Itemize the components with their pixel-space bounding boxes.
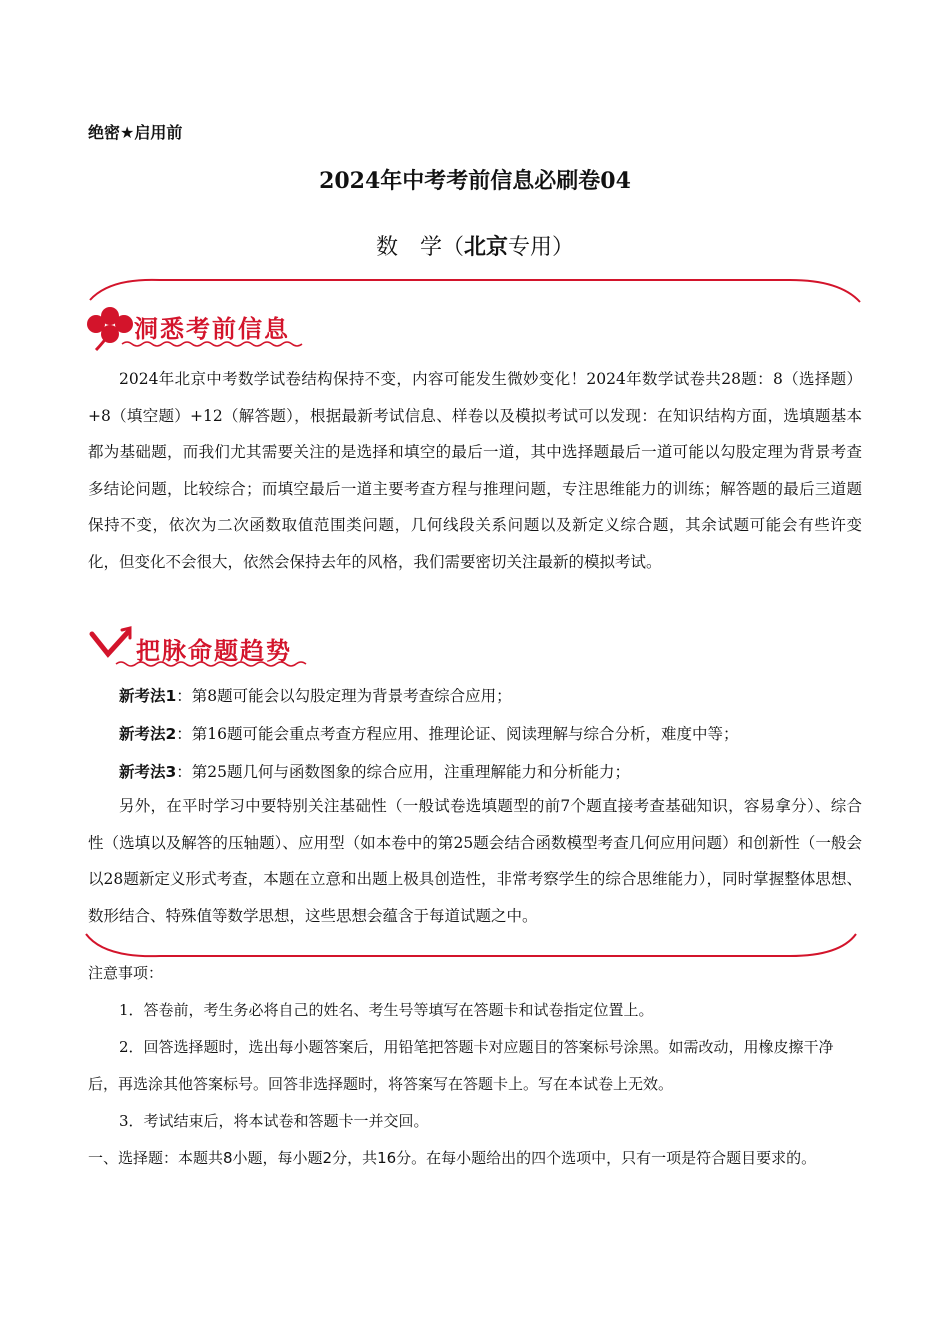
page-title: 2024年中考考前信息必刷卷04: [319, 168, 631, 194]
extra-text: 另外，在平时学习中要特别关注基础性（一般试卷选填题型的前7个题直接考查基础知识，容易拿分）、综合性（选填以及解答的压轴题）、应用型（如本卷中的第25题会结合函数模型考查几何应用问题）和创新性（一般会以28题新定义形式考查，本题在立意和出题上极具创造性，非常考察学生的综合思维能力），同时掌握整体思想、数形结合、特殊值等数学思想，这些思想会蕴含于每道试题之中。: [88, 797, 862, 925]
subtitle-suffix: 专用）: [508, 235, 575, 260]
law-item: [88, 715, 862, 753]
law-text: ：第8题可能会以勾股定理为背景考查综合应用；: [176, 687, 512, 705]
notes-heading: 注意事项：: [88, 964, 164, 982]
law-label: 新考法2: [119, 725, 177, 743]
law-item: [88, 753, 862, 791]
note-item: 1．答卷前，考生务必将自己的姓名、考生号等填写在答题卡和试卷指定位置上。: [119, 1001, 654, 1019]
bottom-frame-arc: [86, 934, 856, 956]
note-item: 3．考试结束后，将本试卷和答题卡一并交回。: [119, 1112, 429, 1130]
section1-paragraph: [88, 361, 862, 580]
top-frame-arc: [90, 280, 860, 302]
page-subtitle: [0, 230, 950, 261]
note-item: 2．回答选择题时，选出每小题答案后，用铅笔把答题卡对应题目的答案标号涂黑。如需改动，用橡皮擦干净后，再选涂其他答案标号。回答非选择题时，将答案写在答题卡上。写在本试卷上无效。: [88, 1038, 834, 1093]
section2-extra: [88, 788, 862, 934]
clover-icon: [87, 307, 133, 350]
law-text: ：第25题几何与函数图象的综合应用，注重理解能力和分析能力；: [176, 763, 631, 781]
law-label: 新考法1: [119, 687, 177, 705]
exam-info-text: 2024年北京中考数学试卷结构保持不变，内容可能发生微妙变化！2024年数学试卷共28题：8（选择题）+8（填空题）+12（解答题），根据最新考试信息、样卷以及模拟考试可以发现：在知识结构方面，选填题基本都为基础题，而我们尤其需要关注的是选择和填空的最后一道，其中选择题最后一道可能以勾股定理为背景考查多结论问题，比较综合；而填空最后一道主要考查方程与推理问题，专注思维能力的训练；解答题的最后三道题保持不变，依次为二次函数取值范围类问题，几何线段关系问题以及新定义综合题，其余试题可能会有些许变化，但变化不会很大，依然会保持去年的风格，我们需要密切关注最新的模拟考试。: [88, 370, 862, 571]
subtitle-prefix: 数 学（: [375, 235, 464, 260]
check-arrow-icon: [92, 628, 130, 654]
law-text: ：第16题可能会重点考查方程应用、推理论证、阅读理解与综合分析，难度中等；: [176, 725, 739, 743]
subtitle-region: 北京: [463, 235, 508, 260]
notes-section: [88, 955, 862, 1177]
part1-heading: 一、选择题：本题共8小题，每小题2分，共16分。在每小题给出的四个选项中，只有一项是符合题目要求的。: [88, 1149, 817, 1167]
law-label: 新考法3: [119, 763, 177, 781]
new-methods-list: [88, 677, 862, 791]
section2-heading: 把脉命题趋势: [136, 636, 292, 665]
section1-heading: 洞悉考前信息: [134, 314, 290, 343]
confidential-label: 绝密★启用前: [88, 123, 183, 142]
law-item: [88, 677, 862, 715]
